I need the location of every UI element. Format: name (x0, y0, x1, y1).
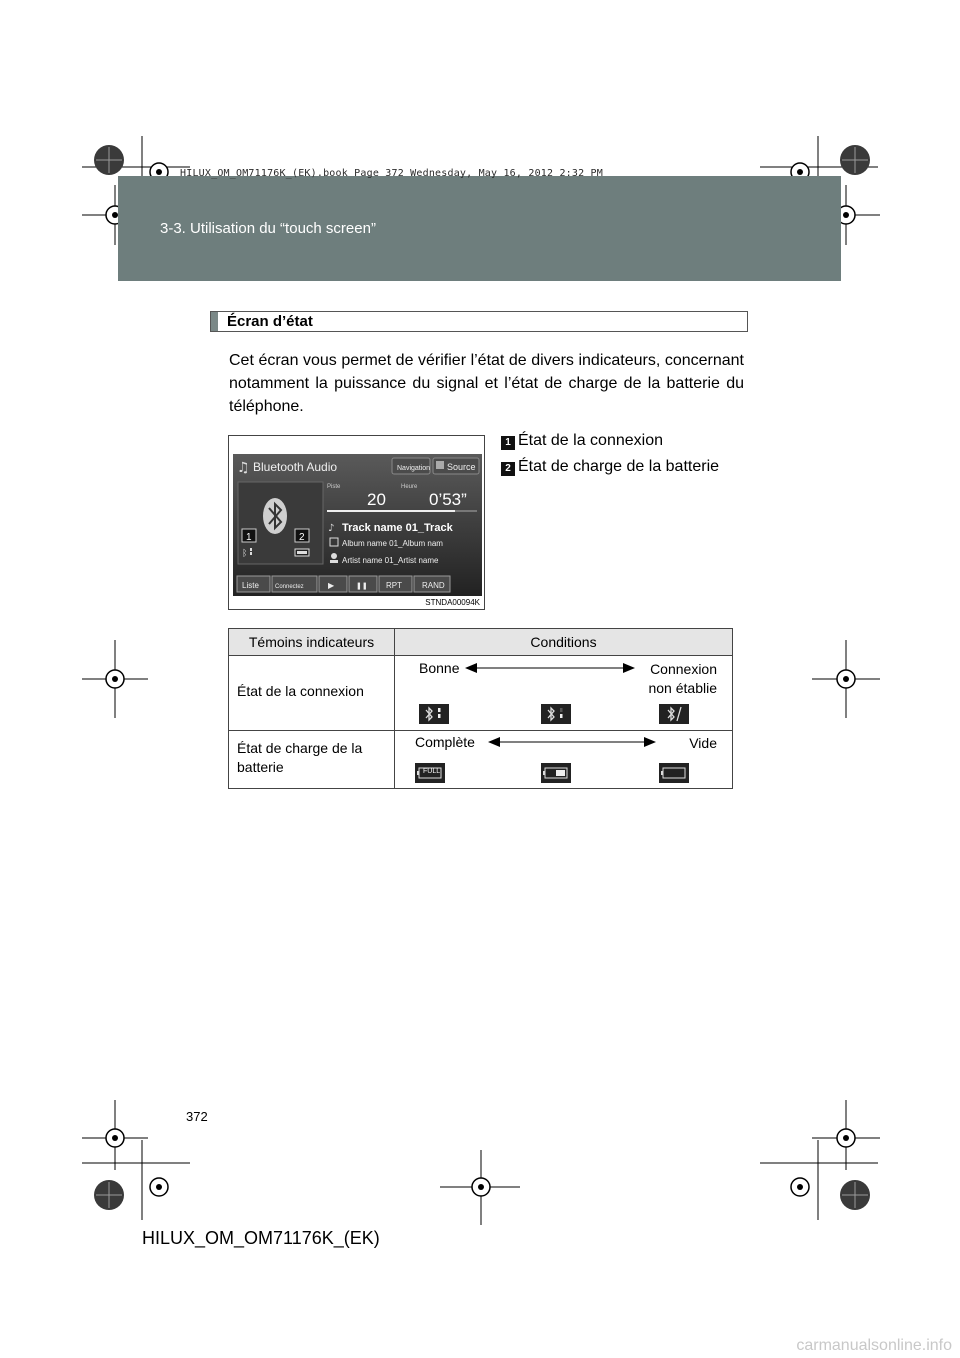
repeat-button[interactable]: RPT (386, 581, 402, 590)
range-arrow (488, 735, 656, 749)
book-stamp: HILUX_OM_OM71176K_(EK).book Page 372 Wednesday, May 16, 2012 2:32 PM (180, 168, 603, 179)
condition-good: Bonne (419, 660, 460, 676)
progress-bar (327, 510, 455, 512)
source-button[interactable]: Source (447, 462, 476, 472)
navigation-button[interactable]: Navigation (397, 465, 431, 472)
indicator-battery: État de charge de la batterie (237, 740, 363, 775)
status-screen-illustration (229, 436, 486, 611)
screen-title: Bluetooth Audio (253, 460, 338, 474)
bluetooth-connected-icon (419, 704, 449, 724)
badge-1: 1 (246, 532, 252, 543)
table-row-battery (229, 731, 733, 789)
footer-code: HILUX_OM_OM71176K_(EK) (142, 1228, 380, 1248)
artist-name: Artist name 01_Artist name (342, 556, 439, 565)
time-label: Heure (401, 484, 418, 490)
play-button[interactable]: ▶ (328, 581, 335, 590)
battery-full-label: FULL (423, 768, 441, 775)
condition-not-connected: Connexion non établie (648, 661, 717, 696)
track-label: Piste (327, 484, 341, 490)
bluetooth-disconnected-icon (659, 704, 689, 724)
legend-label-2: État de charge de la batterie (518, 458, 720, 475)
section-label: 3-3. Utilisation du “touch screen” (160, 220, 376, 237)
music-note-icon (237, 460, 250, 476)
legend-label-1: État de la connexion (518, 432, 663, 449)
list-button[interactable]: Liste (242, 581, 259, 590)
condition-full: Complète (415, 734, 475, 750)
indicator-connection: État de la connexion (237, 683, 364, 699)
note-icon (328, 523, 334, 534)
svg-text:♫: ♫ (237, 460, 250, 476)
svg-text:♪: ♪ (328, 523, 335, 534)
section-heading-text: Écran d’état (227, 313, 313, 330)
track-number: 20 (367, 490, 386, 509)
album-name: Album name 01_Album nam (342, 539, 443, 548)
watermark: carmanualsonline.info (796, 1337, 952, 1354)
bluetooth-connected-icon (541, 704, 571, 724)
battery-empty-icon (659, 763, 689, 783)
range-arrow (465, 661, 635, 675)
connect-button[interactable]: Connectez (275, 584, 304, 590)
battery-half-icon (541, 763, 571, 783)
random-button[interactable]: RAND (422, 581, 445, 590)
intro-paragraph: Cet écran vous permet de vérifier l’état de divers indicateurs, concernant notamment la puissance du signal et l’état de charge de la batterie du téléphone. (229, 352, 744, 415)
legend-number-2: 2 (501, 462, 515, 476)
battery-full-icon (415, 763, 445, 783)
track-name: Track name 01_Track (342, 522, 453, 534)
table-row-connection (229, 656, 733, 731)
battery-small-icon (295, 549, 309, 556)
bluetooth-large-icon (263, 498, 287, 534)
legend-number-1: 1 (501, 436, 515, 450)
source-icon (436, 461, 444, 469)
header-indicators: Témoins indicateurs (229, 629, 395, 656)
pause-button[interactable]: ❚❚ (356, 582, 368, 590)
badge-2: 2 (299, 532, 305, 543)
page-number: 372 (186, 1109, 208, 1124)
heading-bar (211, 312, 218, 331)
elapsed-time: 0’53” (429, 490, 467, 509)
indicator-table (228, 628, 733, 789)
section-heading (210, 311, 748, 332)
status-screen-figure (228, 435, 485, 610)
header-conditions: Conditions (395, 629, 733, 656)
condition-empty: Vide (689, 735, 717, 751)
figure-code: STNDA00094K (425, 598, 480, 607)
svg-text:ᛒ: ᛒ (242, 549, 248, 559)
